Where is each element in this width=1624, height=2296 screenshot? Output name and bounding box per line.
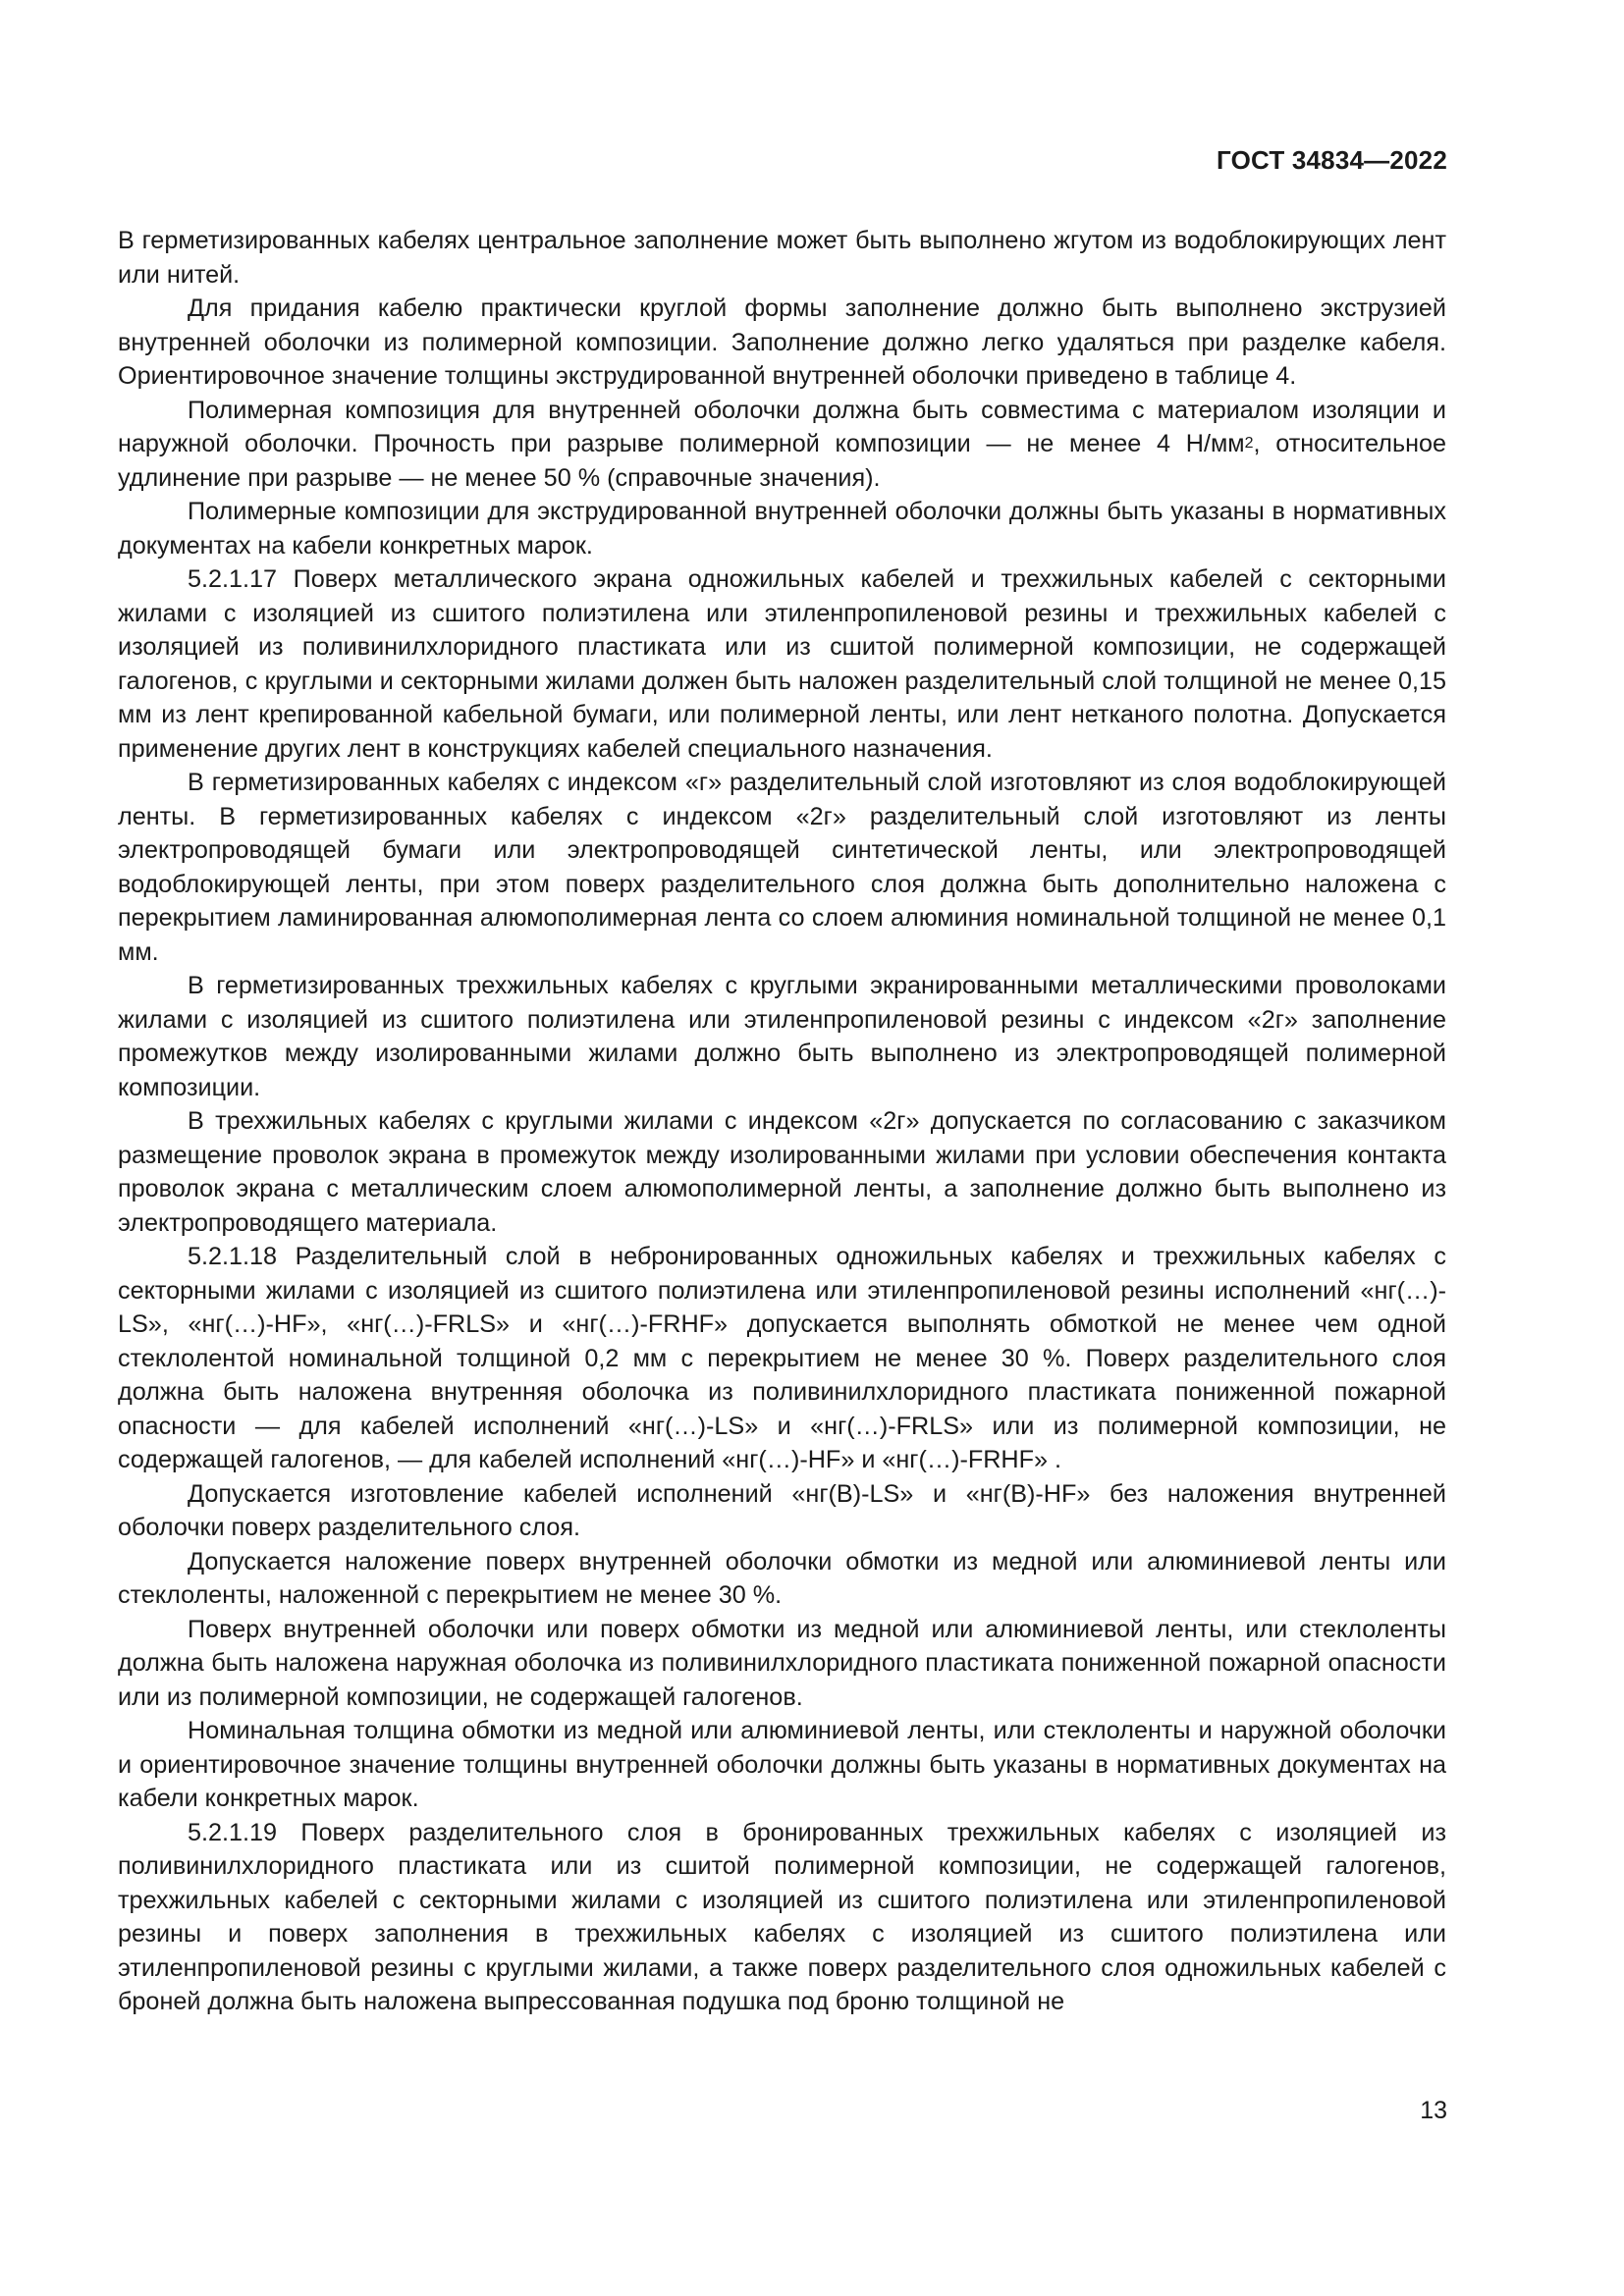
paragraph-outer-sheath: Поверх внутренней оболочки или поверх обмотки из медной или алюминиевой ленты, или стеклоленты должна быть наложена наружная оболочка из поливинилхлоридного пластиката пониженной пожарной опасности или из полимерной композиции, не содержащей галогенов. — [118, 1615, 1446, 1711]
paragraph-polymer-composition-continuation: , относительное удлинение при разрыве — не менее 50 % (справочные значения). — [118, 430, 1446, 492]
document-body — [118, 224, 1446, 2019]
paragraph-5-2-1-17: 5.2.1.17 Поверх металлического экрана одножильных кабелей и трехжильных кабелей с секторными жилами с изоляцией из сшитого полиэтилена или этиленпропиленовой резины и трехжильных кабелей с изоляцией из поливинилхлоридного пластиката или из сшитой полимерной композиции, не содержащей галогенов, с круглыми и секторными жилами должен быть наложен разделительный слой толщиной не менее 0,15 мм из лент крепированной кабельной бумаги, или полимерной ленты, или лент нетканого полотна. Допускается применение других лент в конструкциях кабелей специального назначения. — [118, 565, 1446, 763]
page-number: 13 — [1420, 2097, 1447, 2124]
paragraph-5-2-1-19: 5.2.1.19 Поверх разделительного слоя в бронированных трехжильных кабелях с изоляцией из поливинилхлоридного пластиката или из сшитой полимерной композиции, не содержащей галогенов, трехжильных кабелей с секторными жилами с изоляцией из сшитого полиэтилена или этиленпропиленовой резины и поверх заполнения в трехжильных кабелях с изоляцией из сшитого полиэтилена или этиленпропиленовой резины с круглыми жилами, а также поверх разделительного слоя одножильных кабелей с броней должна быть наложена выпрессованная подушка под броню толщиной не — [118, 1818, 1446, 2015]
paragraph-nominal-thickness: Номинальная толщина обмотки из медной или алюминиевой ленты, или стеклоленты и наружной оболочки и ориентировочное значение толщины внутренней оболочки должны быть указаны в нормативных документах на кабели конкретных марок. — [118, 1717, 1446, 1812]
paragraph-round-form: Для придания кабелю практически круглой формы заполнение должно быть выполнено экструзией внутренней оболочки из полимерной композиции. Заполнение должно легко удаляться при разделке кабеля. Ориентировочное значение толщины экструдированной внутренней оболочки приведено в таблице 4. — [118, 294, 1446, 390]
paragraph-extruded-sheath: Полимерные композиции для экструдированной внутренней оболочки должны быть указаны в нормативных документах на кабели конкретных марок. — [118, 498, 1446, 560]
paragraph-ng-v-cables: Допускается изготовление кабелей исполнений «нг(В)-LS» и «нг(В)-HF» без наложения внутренней оболочки поверх разделительного слоя. — [118, 1479, 1446, 1541]
paragraph-tape-wrapping: Допускается наложение поверх внутренней оболочки обмотки из медной или алюминиевой ленты или стеклоленты, наложенной с перекрытием не менее 30 %. — [118, 1547, 1446, 1609]
document-header: ГОСТ 34834—2022 — [1217, 145, 1447, 175]
paragraph-sealed-separating-layer: В герметизированных кабелях с индексом «г» разделительный слой изготовляют из слоя водоблокирующей ленты. В герметизированных кабелях с индексом «2г» разделительный слой изготовляют из ленты электропроводящей бумаги или электропроводящей синтетической ленты, или электропроводящей водоблокирующей ленты, при этом поверх разделительного слоя должна быть дополнительно наложена с перекрытием ламинированная алюмополимерная лента со слоем алюминия номинальной толщиной не менее 0,1 мм. — [118, 769, 1446, 966]
paragraph-three-core-round: В трехжильных кабелях с круглыми жилами с индексом «2г» допускается по согласованию с заказчиком размещение проволок экрана в промежуток между изолированными жилами при условии обеспечения контакта проволок экрана с металлическим слоем алюмополимерной ленты, а заполнение должно быть выполнено из электропроводящего материала. — [118, 1107, 1446, 1237]
superscript-squared: 2 — [1244, 435, 1254, 452]
paragraph-polymer-composition-text: Полимерная композиция для внутренней оболочки должна быть совместима с материалом изоляции и наружной оболочки. Прочность при разрыве полимерной композиции — не менее 4 Н/мм — [118, 396, 1446, 457]
paragraph-central-filling: В герметизированных кабелях центральное заполнение может быть выполнено жгутом из водоблокирующих лент или нитей. — [118, 227, 1446, 289]
paragraph-sealed-three-core: В герметизированных трехжильных кабелях с круглыми экранированными металлическими проволоками жилами с изоляцией из сшитого полиэтилена или этиленпропиленовой резины с индексом «2г» заполнение промежутков между изолированными жилами должно быть выполнено из электропроводящей полимерной композиции. — [118, 972, 1446, 1101]
paragraph-5-2-1-18: 5.2.1.18 Разделительный слой в небронированных одножильных кабелях и трехжильных кабелях с секторными жилами с изоляцией из сшитого полиэтилена или этиленпропиленовой резины исполнений «нг(…)-LS», «нг(…)-HF», «нг(…)-FRLS» и «нг(…)-FRHF» допускается выполнять обмоткой не менее чем одной стеклолентой номинальной толщиной 0,2 мм с перекрытием не менее 30 %. Поверх разделительного слоя должна быть наложена внутренняя оболочка из поливинилхлоридного пластиката пониженной пожарной опасности — для кабелей исполнений «нг(…)-LS» и «нг(…)-FRLS» или из полимерной композиции, не содержащей галогенов, — для кабелей исполнений «нг(…)-HF» и «нг(…)-FRHF» . — [118, 1243, 1446, 1473]
paragraph-polymer-composition — [118, 394, 1446, 496]
